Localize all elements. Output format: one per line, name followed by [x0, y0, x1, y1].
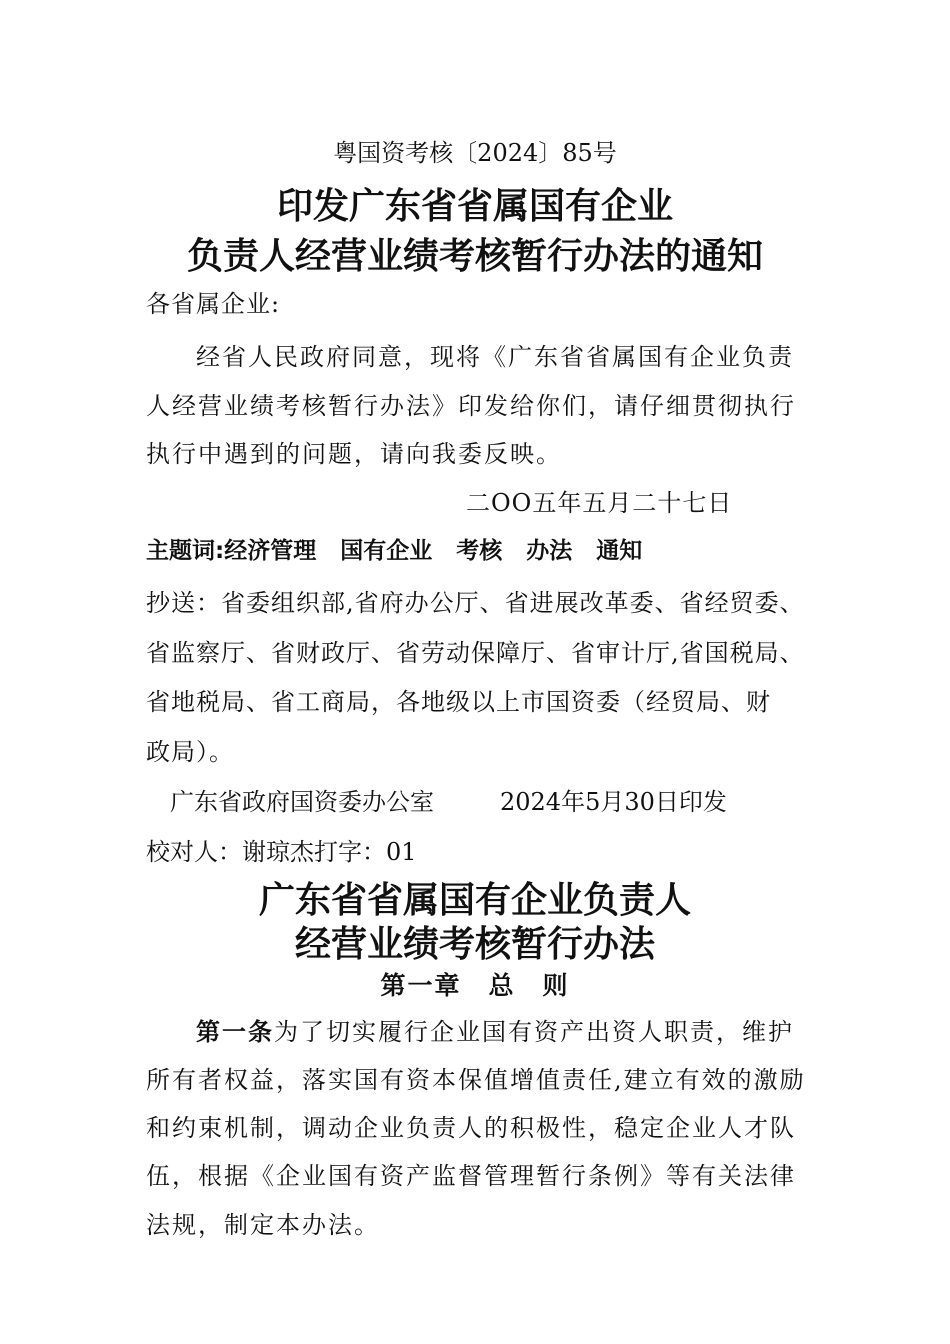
notice-body-line-1: 经省人民政府同意，现将《广东省省属国有企业负责: [196, 343, 794, 371]
article-1-line-1: [196, 1012, 794, 1047]
keywords-label: 主题词:: [146, 538, 225, 564]
keyword-item: 办法: [526, 538, 573, 564]
keyword-item: 国有企业: [340, 538, 433, 564]
chapter-heading: 第一章 总 则: [380, 971, 570, 1000]
article-1-line-2: 所有者权益，落实国有资本保值增值责任,建立有效的激励: [146, 1066, 806, 1094]
issue-date: 2024年5月30日印发: [500, 788, 727, 816]
notice-title-line-2: 负责人经营业绩考核暂行办法的通知: [186, 236, 763, 277]
cc-line-4: 政局）。: [146, 738, 234, 766]
keyword-item: 经济管理: [224, 538, 317, 564]
article-1-line-3: 和约束机制，调动企业负责人的积极性，稳定企业人才队: [146, 1114, 796, 1142]
measures-title-line-2: 经营业绩考核暂行办法: [294, 924, 655, 965]
notice-title-line-1: 印发广东省省属国有企业: [276, 186, 673, 227]
notice-body-line-2: 人经营业绩考核暂行办法》印发给你们，请仔细贯彻执行: [146, 392, 796, 420]
issuing-office: 广东省政府国资委办公室: [170, 788, 434, 816]
proofreader: 校对人：谢琼杰打字：01: [146, 838, 417, 866]
cc-line-1: 抄送：省委组织部,省府办公厅、省进展改革委、省经贸委、: [146, 589, 805, 617]
cc-line-3: 省地税局、省工商局，各地级以上市国资委（经贸局、财: [146, 688, 771, 716]
keyword-item: 通知: [596, 538, 643, 564]
document-number: 粤国资考核〔2024〕85号: [333, 139, 617, 167]
cc-line-2: 省监察厅、省财政厅、省劳动保障厅、省审计厅,省国税局、: [146, 639, 805, 667]
keyword-item: 考核: [456, 538, 503, 564]
article-1-line-4: 伍，根据《企业国有资产监督管理暂行条例》等有关法律: [146, 1162, 796, 1190]
article-1-text: 为了切实履行企业国有资产出资人职责，维护: [274, 1018, 794, 1046]
measures-title-line-1: 广东省省属国有企业负责人: [258, 880, 691, 921]
salutation: 各省属企业:: [146, 290, 281, 318]
article-label: 第一条: [196, 1018, 274, 1046]
article-1-line-5: 法规，制定本办法。: [146, 1211, 380, 1239]
subject-keywords: [146, 532, 666, 565]
notice-date: 二OO五年五月二十七日: [466, 489, 733, 517]
notice-body-line-3: 执行中遇到的问题，请向我委反映。: [146, 440, 562, 468]
